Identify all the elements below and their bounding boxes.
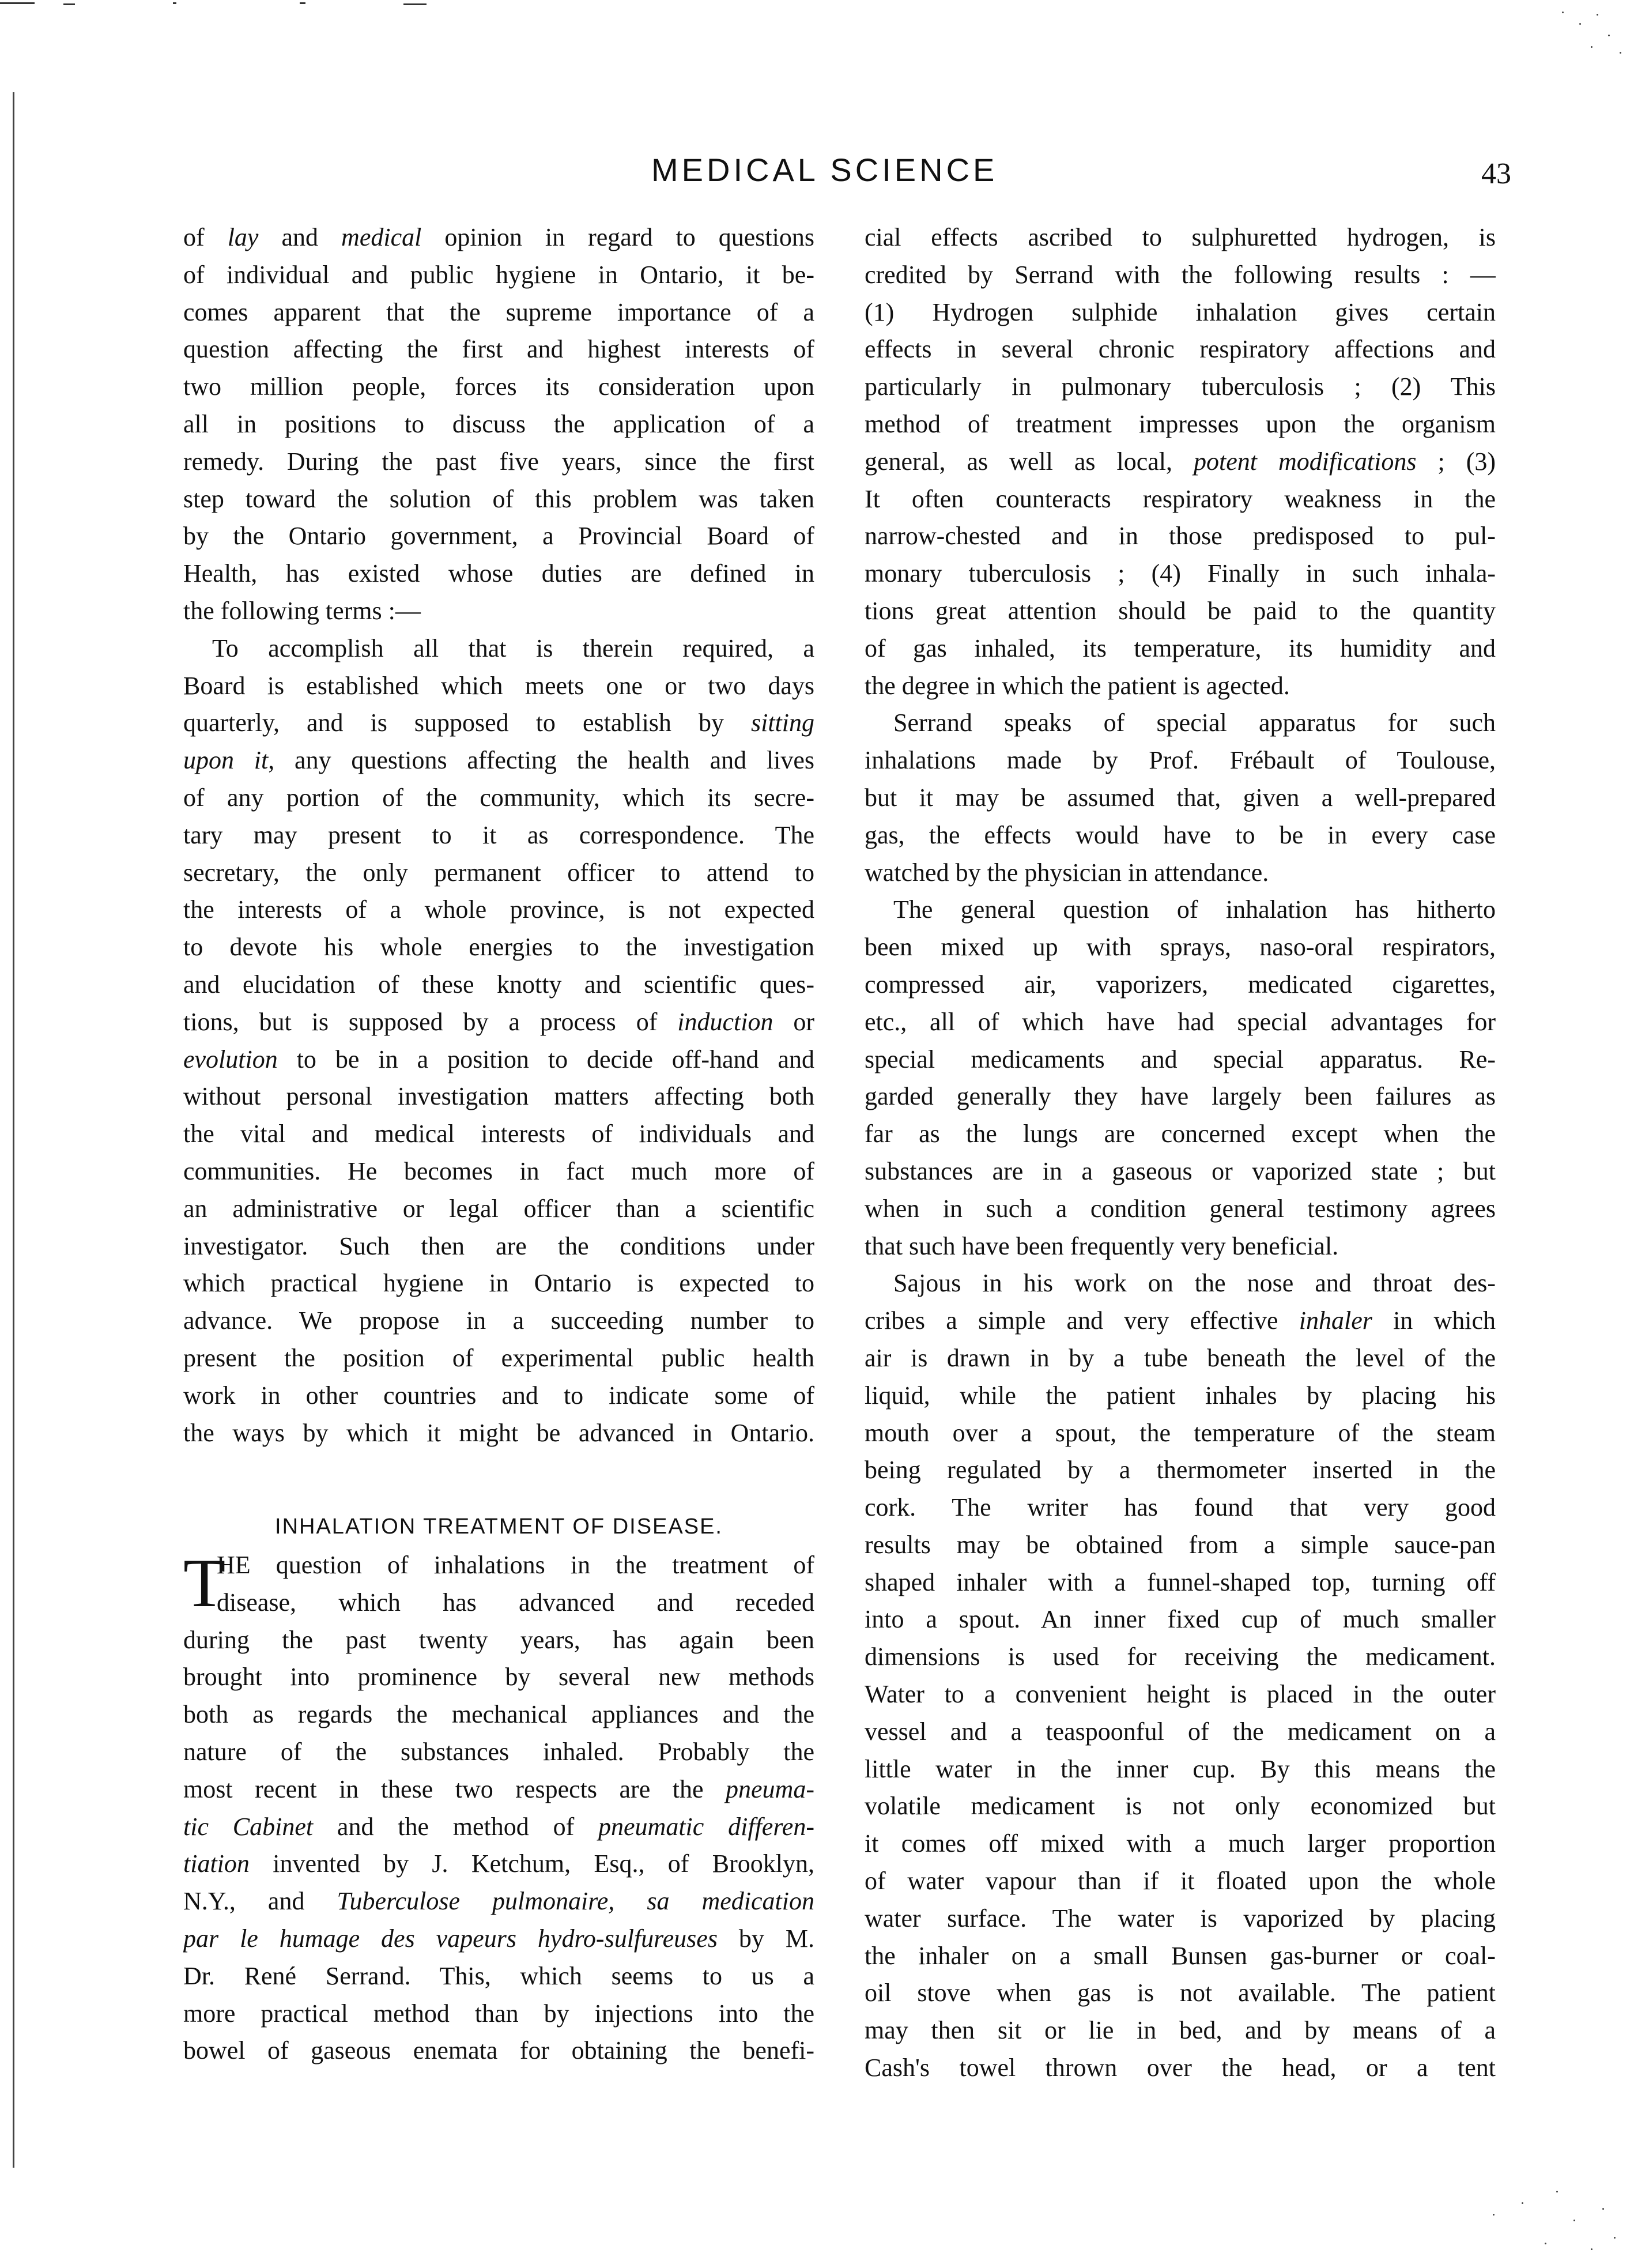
text-line: disease, which has advanced and receded <box>217 1588 814 1617</box>
text-line: communities. He becomes in fact much more of <box>183 1156 814 1185</box>
text-line: the interests of a whole province, is not expected <box>183 895 814 924</box>
text-line: effects in several chronic respiratory affections and <box>865 335 1496 364</box>
text-line: monary tuberculosis ; (4) Finally in such inhala- <box>865 559 1496 588</box>
text-line: question affecting the first and highest interests of <box>183 335 814 364</box>
article-body <box>183 1544 814 2070</box>
text-line: upon it, any questions affecting the health and lives <box>183 746 814 775</box>
text-line: been mixed up with sprays, naso-oral respirators, <box>865 933 1496 962</box>
text-line: work in other countries and to indicate some of <box>183 1381 814 1410</box>
text-line: The general question of inhalation has hitherto <box>893 895 1496 924</box>
text-line: garded generally they have largely been failures as <box>865 1082 1496 1111</box>
right-column <box>865 219 1496 2087</box>
text-line: by the Ontario government, a Provincial Board of <box>183 522 814 551</box>
text-line: tic Cabinet and the method of pneumatic differen- <box>183 1812 814 1841</box>
text-line: Board is established which meets one or two days <box>183 671 814 700</box>
text-line: general, as well as local, potent modifications ; (3) <box>865 447 1496 476</box>
text-line: substances are in a gaseous or vaporized state ; but <box>865 1156 1496 1185</box>
text-line: results may be obtained from a simple sauce-pan <box>865 1530 1496 1559</box>
text-line: method of treatment impresses upon the organism <box>865 409 1496 438</box>
page-edge-rule <box>13 92 14 2168</box>
text-line: far as the lungs are concerned except when the <box>865 1120 1496 1148</box>
text-line: inhalations made by Prof. Frébault of Toulouse, <box>865 746 1496 775</box>
text-line: mouth over a spout, the temperature of the steam <box>865 1418 1496 1447</box>
text-line: little water in the inner cup. By this means the <box>865 1754 1496 1783</box>
text-line: vessel and a teaspoonful of the medicament on a <box>865 1717 1496 1746</box>
text-line: remedy. During the past five years, since the first <box>183 447 814 476</box>
text-line: evolution to be in a position to decide off-hand and <box>183 1045 814 1073</box>
text-line: two million people, forces its consideration upon <box>183 372 814 401</box>
text-line: tions, but is supposed by a process of induction or <box>183 1007 814 1036</box>
text-line: etc., all of which have had special advantages for <box>865 1007 1496 1036</box>
text-line: the vital and medical interests of individuals and <box>183 1120 814 1148</box>
text-line: being regulated by a thermometer inserted in the <box>865 1456 1496 1485</box>
text-line: it comes off mixed with a much larger proportion <box>865 1829 1496 1858</box>
text-line: secretary, the only permanent officer to attend to <box>183 858 814 887</box>
text-line: liquid, while the patient inhales by placing his <box>865 1381 1496 1410</box>
text-line: cial effects ascribed to sulphuretted hydrogen, is <box>865 223 1496 251</box>
text-line: cribes a simple and very effective inhaler in which <box>865 1306 1496 1335</box>
text-line: Water to a convenient height is placed in the outer <box>865 1680 1496 1709</box>
text-line: of gas inhaled, its temperature, its humidity and <box>865 634 1496 662</box>
text-line: the inhaler on a small Bunsen gas-burner or coal- <box>865 1941 1496 1970</box>
text-line: of lay and medical opinion in regard to questions <box>183 223 814 251</box>
text-line: tary may present to it as correspondence. The <box>183 820 814 849</box>
text-line: brought into prominence by several new methods <box>183 1663 814 1691</box>
text-line: of any portion of the community, which its secre- <box>183 783 814 812</box>
text-line: air is drawn in by a tube beneath the level of the <box>865 1343 1496 1372</box>
text-line: an administrative or legal officer than a scientific <box>183 1194 814 1223</box>
text-line: the ways by which it might be advanced in Ontario. <box>183 1418 814 1447</box>
text-line: dimensions is used for receiving the medicament. <box>865 1642 1496 1671</box>
text-line: (1) Hydrogen sulphide inhalation gives certain <box>865 297 1496 326</box>
text-line: volatile medicament is not only economized but <box>865 1792 1496 1821</box>
text-line: of water vapour than if it floated upon the whole <box>865 1867 1496 1896</box>
text-line: when in such a condition general testimony agrees <box>865 1194 1496 1223</box>
text-line: bowel of gaseous enemata for obtaining the benefi- <box>183 2036 814 2065</box>
text-line: investigator. Such then are the conditions under <box>183 1231 814 1260</box>
text-line: but it may be assumed that, given a well-prepared <box>865 783 1496 812</box>
text-line: To accomplish all that is therein required, a <box>212 634 814 662</box>
text-line: present the position of experimental public health <box>183 1343 814 1372</box>
text-line: during the past twenty years, has again been <box>183 1625 814 1654</box>
text-line: most recent in these two respects are the pneuma- <box>183 1775 814 1803</box>
text-line: Cash's towel thrown over the head, or a tent <box>865 2054 1496 2082</box>
text-line: quarterly, and is supposed to establish by sitting <box>183 709 814 737</box>
text-line: into a spout. An inner fixed cup of much smaller <box>865 1605 1496 1634</box>
text-line: the following terms :— <box>183 596 421 625</box>
text-line: water surface. The water is vaporized by placing <box>865 1904 1496 1932</box>
text-line: Health, has existed whose duties are defined in <box>183 559 814 588</box>
text-line: It often counteracts respiratory weakness in the <box>865 484 1496 513</box>
text-line: watched by the physician in attendance. <box>865 858 1269 887</box>
text-line: tions great attention should be paid to the quantity <box>865 596 1496 625</box>
text-line: gas, the effects would have to be in every case <box>865 820 1496 849</box>
text-line: N.Y., and Tuberculose pulmonaire, sa medication <box>183 1887 814 1916</box>
text-line: of individual and public hygiene in Ontario, it be- <box>183 260 814 289</box>
text-line: and elucidation of these knotty and scientific ques- <box>183 970 814 999</box>
text-line: without personal investigation matters affecting both <box>183 1082 814 1111</box>
running-title: MEDICAL SCIENCE <box>651 152 998 188</box>
text-line: advance. We propose in a succeeding number to <box>183 1306 814 1335</box>
text-line: comes apparent that the supreme importance of a <box>183 297 814 326</box>
article-heading: INHALATION TREATMENT OF DISEASE. <box>275 1514 723 1539</box>
text-line: oil stove when gas is not available. The patient <box>865 1979 1496 2007</box>
text-line: tiation invented by J. Ketchum, Esq., of Brooklyn, <box>183 1849 814 1878</box>
text-line: particularly in pulmonary tuberculosis ; (2) This <box>865 372 1496 401</box>
text-line: nature of the substances inhaled. Probably the <box>183 1738 814 1766</box>
text-line: Sajous in his work on the nose and throat des- <box>893 1269 1496 1298</box>
text-line: both as regards the mechanical appliances and the <box>183 1700 814 1729</box>
text-line: shaped inhaler with a funnel-shaped top, turning off <box>865 1568 1496 1596</box>
text-line: more practical method than by injections into the <box>183 1999 814 2028</box>
left-column <box>183 219 814 2070</box>
page-number: 43 <box>1481 157 1511 190</box>
text-line: par le humage des vapeurs hydro-sulfureuses by M. <box>183 1924 814 1953</box>
text-line: may then sit or lie in bed, and by means of a <box>865 2016 1496 2045</box>
text-line: Dr. René Serrand. This, which seems to us a <box>183 1961 814 1990</box>
text-line: compressed air, vaporizers, medicated cigarettes, <box>865 970 1496 999</box>
text-line: step toward the solution of this problem was taken <box>183 484 814 513</box>
text-line: cork. The writer has found that very good <box>865 1493 1496 1522</box>
text-line: that such have been frequently very beneficial. <box>865 1231 1339 1260</box>
text-line: credited by Serrand with the following results : — <box>865 260 1496 289</box>
text-line: special medicaments and special apparatus. Re- <box>865 1045 1496 1073</box>
scan-artifact-top <box>0 0 1634 8</box>
text-line: the degree in which the patient is agected. <box>865 671 1290 700</box>
text-line: narrow-chested and in those predisposed to pul- <box>865 522 1496 551</box>
text-line: to devote his whole energies to the investigation <box>183 933 814 962</box>
drop-cap: T <box>183 1544 226 1622</box>
text-line: Serrand speaks of special apparatus for such <box>893 709 1496 737</box>
text-line: which practical hygiene in Ontario is expected to <box>183 1269 814 1298</box>
text-line: HE question of inhalations in the treatment of <box>217 1551 814 1580</box>
text-line: all in positions to discuss the application of a <box>183 409 814 438</box>
spacer <box>183 1452 814 1489</box>
